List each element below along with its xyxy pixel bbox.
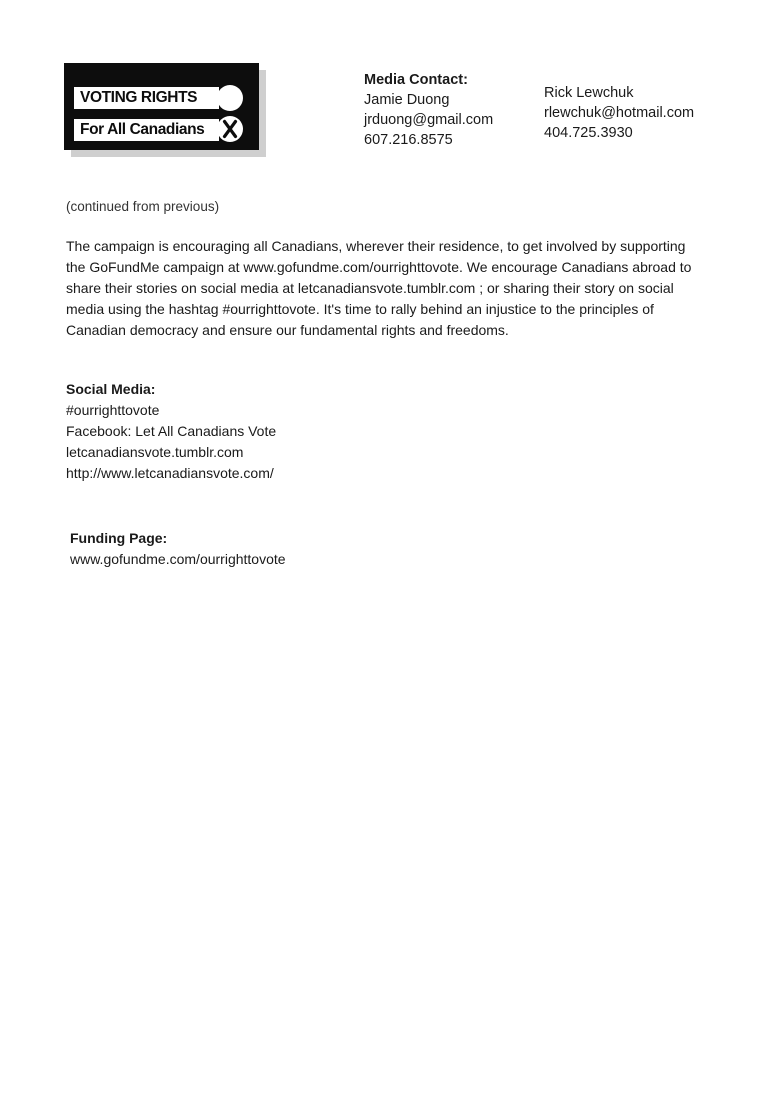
contact-name: Jamie Duong <box>364 92 450 108</box>
logo-line-for-all-canadians: For All Canadians <box>74 119 219 141</box>
funding-page-section <box>70 528 286 570</box>
funding-page-url: www.gofundme.com/ourrighttovote <box>70 551 286 567</box>
social-media-heading: Social Media: <box>66 381 156 397</box>
social-website: http://www.letcanadiansvote.com/ <box>66 465 274 481</box>
media-contact-primary <box>364 70 493 150</box>
contact-name: Rick Lewchuk <box>544 85 634 101</box>
media-contact-heading: Media Contact: <box>364 72 468 88</box>
ballot-circle-icon <box>217 85 243 111</box>
social-media-section <box>66 379 276 484</box>
contact-email: rlewchuk@hotmail.com <box>544 105 695 121</box>
social-tumblr: letcanadiansvote.tumblr.com <box>66 444 244 460</box>
voting-rights-logo <box>64 63 259 150</box>
funding-page-heading: Funding Page: <box>70 530 168 546</box>
body-paragraph: The campaign is encouraging all Canadians, wherever their residence, to get involved by supporting the GoFundMe campaign at www.gofundme.com/ourrighttovote. We encourage Canadians abroad to share their stories on social media at letcanadiansvote.tumblr.com ; or sharing their story on social media using the hashtag #ourrighttovote. It's time to rally behind an injustice to the principles of Canadian democracy and ensure our fundamental rights and freedoms. <box>66 238 692 338</box>
media-contact-secondary <box>544 83 694 143</box>
social-hashtag: #ourrighttovote <box>66 402 160 418</box>
contact-phone: 607.216.8575 <box>364 132 453 148</box>
social-facebook: Facebook: Let All Canadians Vote <box>66 423 277 439</box>
contact-email: jrduong@gmail.com <box>364 112 494 128</box>
ballot-x-icon <box>217 116 243 142</box>
continued-note: (continued from previous) <box>66 199 220 214</box>
contact-phone: 404.725.3930 <box>544 125 633 141</box>
logo-line-voting-rights: VOTING RIGHTS <box>74 87 219 109</box>
